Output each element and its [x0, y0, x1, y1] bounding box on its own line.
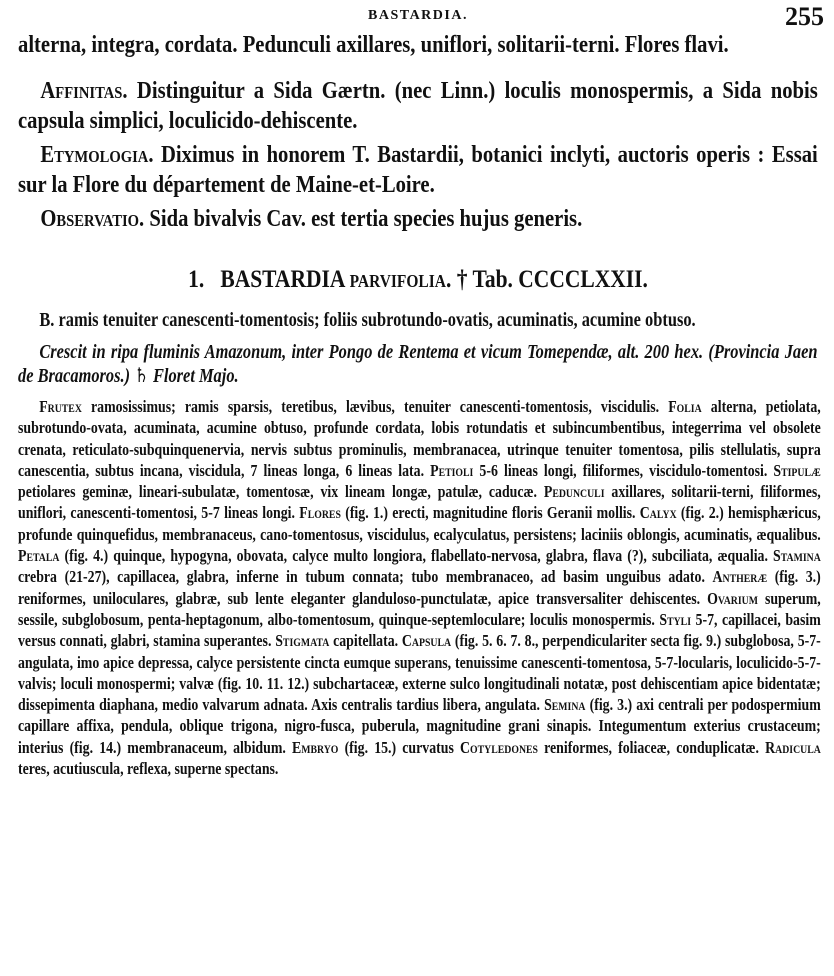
organ-description: (fig. 3.) reniformes, uniloculares, glabræ, sub lente eleganter glanduloso-punctulatæ, apice transversaliter dehiscentes.	[18, 567, 821, 608]
organ-label: Semina	[544, 695, 586, 715]
organ-description: (fig. 4.) quinque, hypogyna, obovata, calyce multo longiora, flabellato-nervosa, glabra, flava (?), subciliata, æqualia.	[59, 546, 774, 566]
running-title: BASTARDIA.	[368, 8, 468, 23]
species-number: 1.	[188, 266, 205, 293]
organ-description: (fig. 1.) erecti, magnitudine floris Geranii mollis.	[340, 503, 640, 523]
organ-description: petiolares geminæ, lineari-subulatæ, tomentosæ, vix lineam longæ, patulæ, caducæ.	[18, 482, 544, 502]
organ-label: Cotyledones	[460, 737, 538, 757]
organ-description: reniformes, foliaceæ, conduplicatæ.	[537, 737, 766, 757]
organ-label: Ovarium	[707, 588, 758, 608]
organ-description: teres, acutiuscula, reflexa, superne spectans.	[18, 759, 279, 779]
species-genus: BASTARDIA	[220, 266, 345, 293]
organ-label: Capsula	[401, 631, 452, 651]
etymologia-paragraph	[18, 140, 818, 200]
species-heading	[74, 266, 762, 294]
organ-description: (fig. 2.) hemisphæricus, profunde quinquefidus, membranaceus, cano-tomentosus, viscidulus, ecalyculatus, persistens; laciniis oblongis, acuminatis, æqualibus.	[18, 503, 821, 544]
affinitas-label: Affinitas.	[40, 78, 128, 104]
organ-description: crebra (21-27), capillacea, glabra, inferne in tubum connata; tubo membranaceo, ad basim unguibus adato.	[18, 567, 713, 587]
species-diagnosis: B. ramis tenuiter canescenti-tomentosis; foliis subrotundo-ovatis, acuminatis, acumine obtuso.	[39, 309, 696, 331]
observatio-label: Observatio.	[40, 206, 145, 232]
affinitas-paragraph	[18, 76, 818, 136]
organ-description: (fig. 15.) curvatus	[338, 737, 461, 757]
etymologia-label: Etymologia.	[40, 142, 154, 168]
page-number: 255	[785, 2, 824, 31]
organ-label: Stipulæ	[773, 460, 821, 480]
species-habitat: Crescit in ripa fluminis Amazonum, inter Pongo de Rentema et vicum Tomependæ, alt. 200 hex. (Provincia Jaen de Bracamoros.) ♄ Floret Majo.	[18, 341, 818, 387]
organ-description: ramosissimus; ramis sparsis, teretibus, lævibus, tenuiter canescenti-tomentosis, viscidulis.	[81, 397, 669, 416]
organ-description: capitellata.	[329, 631, 402, 651]
organ-label: Stamina	[773, 546, 821, 566]
organ-description: alterna, petiolata, subrotundo-ovata, acuminata, acumine obtuso, profunde cordata, lobis rotundatis et subincumbentibus, integerrima vel obsolete crenata, reticulato-subquinquenervia, nervis subtus prominulis, membranacea, utrinque tenuiter tomentosa, pilis stellulatis, supra canescentia, subtus incana, viscidula, 7 lineas longa, 6 lineas lata.	[18, 397, 821, 480]
organ-label: Pedunculi	[543, 482, 605, 502]
organ-label: Flores	[299, 503, 341, 523]
genus-notes	[18, 30, 818, 234]
organ-label: Embryo	[292, 737, 339, 757]
observatio-paragraph	[18, 204, 818, 234]
organ-label: Petala	[18, 546, 60, 566]
observatio-text: Sida bivalvis Cav. est tertia species hujus generis.	[144, 206, 583, 232]
organ-description: 5-6 lineas longi, filiformes, viscidulo-tomentosi.	[473, 460, 774, 480]
species-description	[18, 396, 821, 779]
organ-label: Radicula	[765, 737, 821, 757]
plate-reference: Tab. CCCCLXXII.	[472, 266, 648, 293]
organ-description: axillares, solitarii-terni, filiformes, uniflori, canescenti-tomentosi, 5-7 lineas longi.	[18, 482, 821, 523]
organ-label: Calyx	[639, 503, 677, 523]
organ-label: Antheræ	[712, 567, 768, 587]
organ-label: Petioli	[430, 460, 474, 480]
organ-label: Folia	[668, 397, 702, 416]
organ-description: (fig. 3.) axi centrali per podospermium capillare affixa, pendula, oblique trigona, nigro-fusca, puberula, magnitudine grani sinapis. Integumentum exterius crustaceum; interius (fig. 14.) membranaceum, albidum.	[18, 695, 821, 757]
affinitas-text: Distinguitur a Sida Gærtn. (nec Linn.) loculis monospermis, a Sida nobis capsula simplici, loculicido-dehiscente.	[18, 78, 818, 134]
species-epithet: parvifolia.	[349, 266, 452, 293]
organ-label: Styli	[659, 609, 692, 629]
dagger-symbol: †	[456, 266, 468, 293]
continuation-paragraph: alterna, integra, cordata. Pedunculi axillares, uniflori, solitarii-terni. Flores flavi.	[18, 32, 729, 58]
organ-description: 5-7, capillacei, basim versus connati, glabri, stamina superantes.	[18, 609, 821, 651]
organ-label: Frutex	[39, 397, 82, 416]
running-head	[18, 0, 824, 31]
organ-description: (fig. 5. 6. 7. 8., perpendiculariter secta fig. 9.) subglobosa, 5-7-angulata, imo apice depressa, calyce persistente cincta eumque superans, tenuissime canescenti-tomentosa, 5-7-locularis, loculicido-5-7-valvis; loculi monospermi; valvæ (fig. 10. 11. 12.) subchartaceæ, externe sulco longitudinali notatæ, post dehiscentiam apice bidentatæ; dissepimenta diaphana, medio valvarum adnata. Axis centralis tardius libera, angulata.	[18, 631, 821, 715]
organ-label: Stigmata	[275, 631, 330, 651]
organ-description: superum, sessile, subglobosum, penta-heptagonum, albo-tomentosum, quinque-septemloculare; loculis monospermis.	[18, 588, 821, 629]
etymologia-text: Diximus in honorem T. Bastardii, botanici inclyti, auctoris operis : Essai sur la Flore du département de Maine-et-Loire.	[18, 142, 818, 198]
book-page	[18, 0, 824, 779]
